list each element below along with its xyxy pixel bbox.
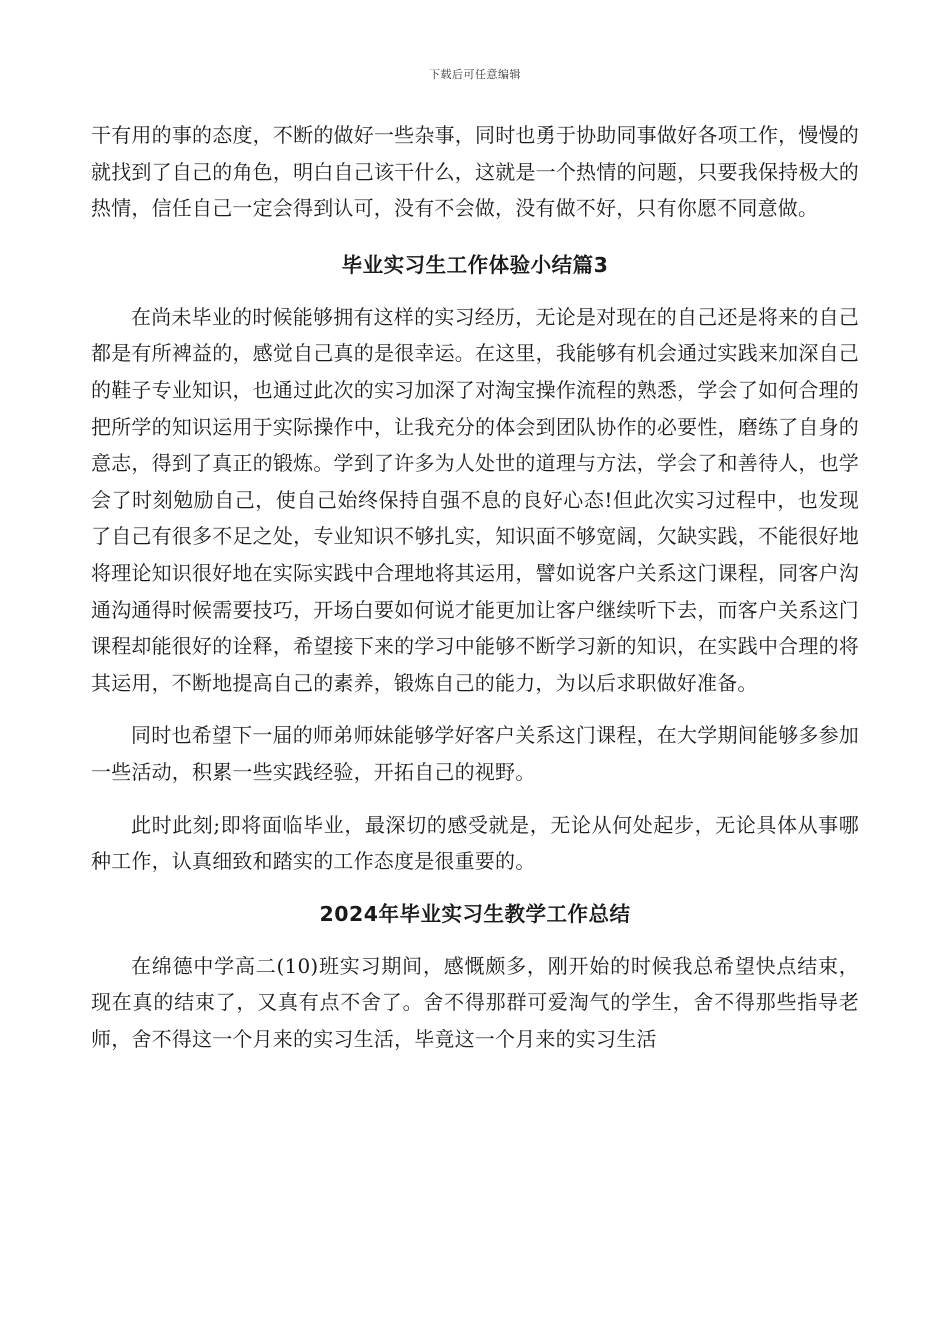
page-header-note: 下载后可任意编辑 — [429, 68, 521, 81]
section-heading-teaching-summary: 2024年毕业实习生教学工作总结 — [319, 901, 631, 926]
paragraph-continued: 干有用的事的态度，不断的做好一些杂事，同时也勇于协助同事做好各项工作，慢慢的就找到了自己的角色，明白自己该干什么，这就是一个热情的问题，只要我保持极大的热情，信任自己一定会得到认可，没有不会做，没有做不好，只有你愿不同意做。 — [91, 123, 859, 221]
document-body — [91, 117, 859, 1057]
paragraph-internship-experience: 在尚未毕业的时候能够拥有这样的实习经历，无论是对现在的自己还是将来的自己都是有所裨益的，感觉自己真的是很幸运。在这里，我能够有机会通过实践来加深自己的鞋子专业知识，也通过此次的实习加深了对淘宝操作流程的熟悉，学会了如何合理的把所学的知识运用于实际操作中，让我充分的体会到团队协作的必要性，磨练了自身的意志，得到了真正的锻炼。学到了许多为人处世的道理与方法，学会了和善待人，也学会了时刻勉励自己，使自己始终保持自强不息的良好心态!但此次实习过程中，也发现了自己有很多不足之处，专业知识不够扎实，知识面不够宽阔，欠缺实践，不能很好地将理论知识很好地在实际实践中合理地将其运用，譬如说客户关系这门课程，同客户沟通沟通得时候需要技巧，开场白要如何说才能更加让客户继续听下去，而客户关系这门课程却能很好的诠释，希望接下来的学习中能够不断学习新的知识，在实践中合理的将其运用，不断地提高自己的素养，锻炼自己的能力，为以后求职做好准备。 — [91, 304, 859, 695]
paragraph-graduation-feeling: 此时此刻;即将面临毕业，最深切的感受就是，无论从何处起步，无论具体从事哪种工作，认真细致和踏实的工作态度是很重要的。 — [91, 812, 859, 874]
section-heading-summary-3: 毕业实习生工作体验小结篇3 — [341, 252, 609, 277]
paragraph-teaching-internship: 在绵德中学高二(10)班实习期间，感慨颇多，刚开始的时候我总希望快点结束，现在真的结束了，又真有点不舍了。舍不得那群可爱淘气的学生，舍不得那些指导老师，舍不得这一个月来的实习生活，毕竟这一个月来的实习生活 — [91, 953, 859, 1051]
paragraph-hope-juniors: 同时也希望下一届的师弟师妹能够学好客户关系这门课程，在大学期间能够多参加一些活动，积累一些实践经验，开拓自己的视野。 — [91, 723, 859, 784]
